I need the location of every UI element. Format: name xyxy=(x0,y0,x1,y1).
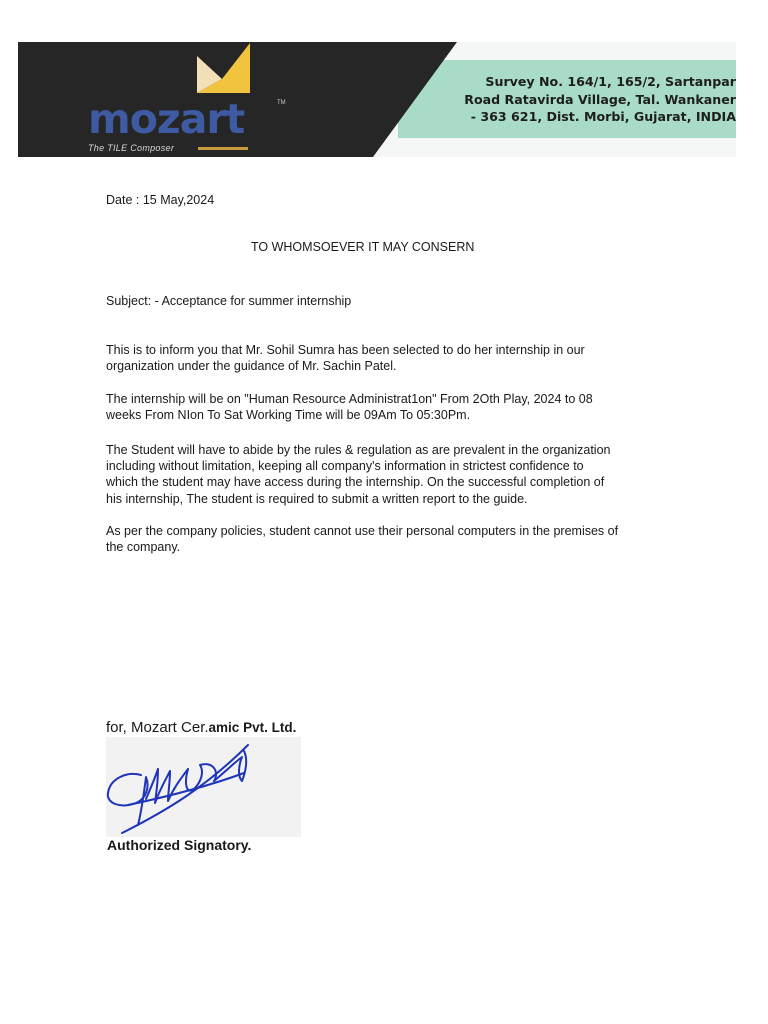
company-signoff-suffix: amic Pvt. Ltd. xyxy=(208,720,297,735)
paragraph-line: which the student may have access during the internship. On the successful completion of xyxy=(106,475,605,490)
address-line: - 363 621, Dist. Morbi, Gujarat, INDIA xyxy=(470,109,736,124)
brand-logo-text: mozart xyxy=(88,95,245,143)
letter-subject: Subject: - Acceptance for summer internship xyxy=(106,294,352,308)
letter-heading: TO WHOMSOEVER IT MAY CONSERN xyxy=(251,240,475,254)
address-line: Road Ratavirda Village, Tal. Wankaner xyxy=(464,91,736,107)
signature-image xyxy=(106,737,301,837)
paragraph-line: organization under the guidance of Mr. Sachin Patel. xyxy=(106,359,397,374)
paragraph-line: The Student will have to abide by the rules & regulation as are prevalent in the organization xyxy=(106,443,611,457)
paragraph-internship-details xyxy=(106,391,646,423)
paragraph-line: his internship, The student is required to submit a written report to the guide. xyxy=(106,491,528,506)
paragraph-policy xyxy=(106,523,646,555)
tagline-accent-bar xyxy=(198,147,248,150)
company-address xyxy=(464,73,736,126)
handwritten-signature-icon xyxy=(106,737,301,837)
company-signoff-prefix: for, Mozart Cer. xyxy=(106,719,209,736)
brand-tagline: The TILE Composer xyxy=(88,143,175,153)
paragraph-line: As per the company policies, student cannot use their personal computers in the premises of xyxy=(106,524,619,538)
trademark-mark: TM xyxy=(277,100,286,106)
address-line: Survey No. 164/1, 165/2, Sartanpar xyxy=(485,74,736,89)
paragraph-line: weeks From NIon To Sat Working Time will be 09Am To 05:30Pm. xyxy=(106,408,471,423)
paragraph-line: The internship will be on "Human Resource Administrat1on" From 2Oth Play, 2024 to 08 xyxy=(106,392,593,406)
paragraph-rules xyxy=(106,442,646,507)
letterhead xyxy=(18,42,736,157)
paragraph-selection xyxy=(106,342,646,374)
letter-date: Date : 15 May,2024 xyxy=(106,193,215,207)
paragraph-line: including without limitation, keeping all company's information in strictest confidence to xyxy=(106,459,584,474)
paragraph-line: This is to inform you that Mr. Sohil Sumra has been selected to do her internship in our xyxy=(106,343,585,357)
paragraph-line: the company. xyxy=(106,540,181,555)
authorized-signatory-label: Authorized Signatory. xyxy=(107,837,252,853)
company-signoff xyxy=(106,719,296,736)
